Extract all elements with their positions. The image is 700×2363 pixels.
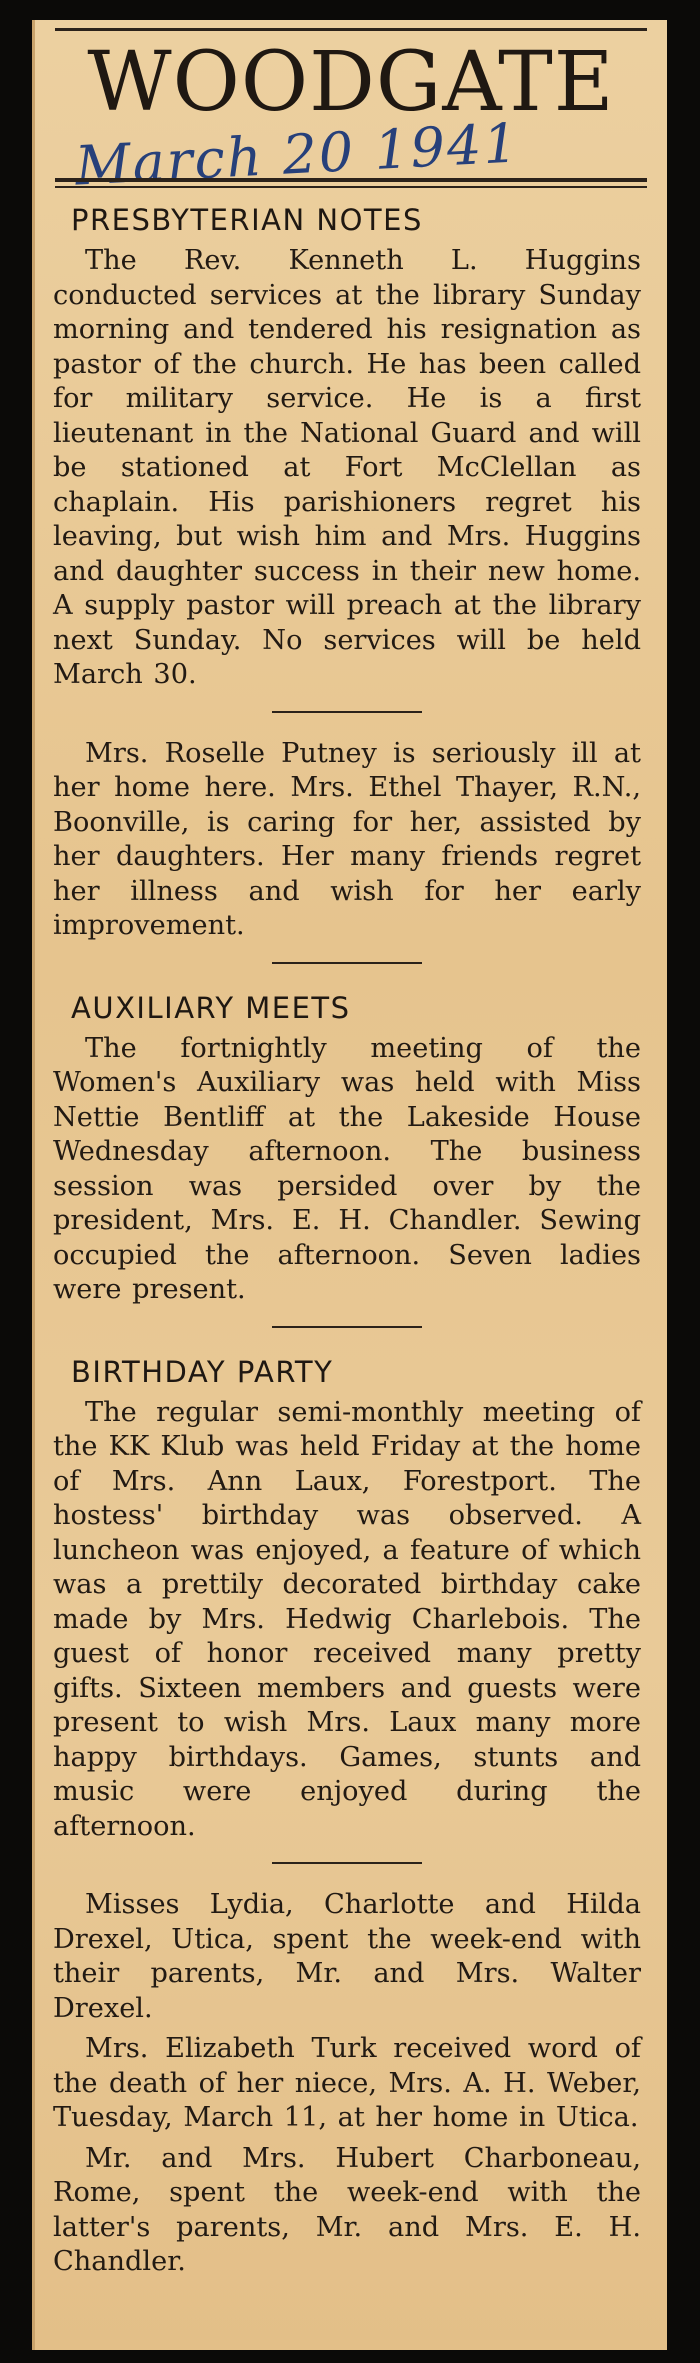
- separator-rule: [272, 962, 422, 964]
- section-birthday-party: [53, 1352, 641, 1845]
- paragraph: The regular semi-monthly meeting of the KK Klub was held Friday at the home of Mrs. Ann Laux, Forestport. The hostess' birthday was observed. A luncheon was enjoyed, a feature of which was a prettily decorated birthday cake made by Mrs. Hedwig Charlebois. The guest of honor received many pretty gifts. Sixteen members and guests were present to wish Mrs. Laux many more happy birthdays. Games, stunts and music were enjoyed during the afternoon.: [53, 1396, 641, 1842]
- paragraph: The Rev. Kenneth L. Huggins conducted services at the library Sunday morning and tendered his resignation as pastor of the church. He has been called for military service. He is a first lieutenant in the National Guard and will be stationed at Fort McClellan as chaplain. His parishioners regret his leaving, but wish him and Mrs. Huggins and daughter success in their new home. A supply pastor will preach at the library next Sunday. No services will be held March 30.: [53, 245, 641, 690]
- handwritten-date: March 20 1941: [73, 111, 522, 198]
- section-presbyterian-notes: [53, 200, 641, 693]
- top-rule: [55, 28, 647, 31]
- paragraph: Mr. and Mrs. Hubert Charboneau, Rome, spent the week-end with the latter's parents, Mr. and Mrs. E. H. Chandler.: [53, 2142, 641, 2277]
- separator-rule: [272, 1862, 422, 1864]
- section-putney-illness: [53, 737, 641, 944]
- masthead: WOODGATE: [87, 35, 615, 130]
- paragraph: Mrs. Roselle Putney is seriously ill at her home here. Mrs. Ethel Thayer, R.N., Boonville, is caring for her, assisted by her daughters. Her many friends regret her illness and wish for her early improvement.: [53, 737, 641, 941]
- section-local-news: [53, 1888, 641, 2280]
- article-body: [53, 200, 641, 2280]
- section-auxiliary-meets: [53, 988, 641, 1308]
- section-heading: PRESBYTERIAN NOTES: [71, 203, 423, 237]
- section-heading: AUXILIARY MEETS: [71, 990, 351, 1025]
- section-heading: BIRTHDAY PARTY: [71, 1354, 334, 1389]
- paragraph: Misses Lydia, Charlotte and Hilda Drexel, Utica, spent the week-end with their parents, Mr. and Mrs. Walter Drexel.: [53, 1889, 641, 2024]
- paragraph: Mrs. Elizabeth Turk received word of the death of her niece, Mrs. A. H. Weber, Tuesday, March 11, at her home in Utica.: [53, 2033, 641, 2133]
- separator-rule: [272, 711, 422, 713]
- masthead-rule: [55, 178, 647, 188]
- paragraph: The fortnightly meeting of the Women's Auxiliary was held with Miss Nettie Bentliff at the Lakeside House Wednesday afternoon. The business session was persided over by the president, Mrs. E. H. Chandler. Sewing occupied the afternoon. Seven ladies were present.: [53, 1032, 641, 1305]
- newspaper-clipping: [32, 20, 667, 2350]
- separator-rule: [272, 1326, 422, 1328]
